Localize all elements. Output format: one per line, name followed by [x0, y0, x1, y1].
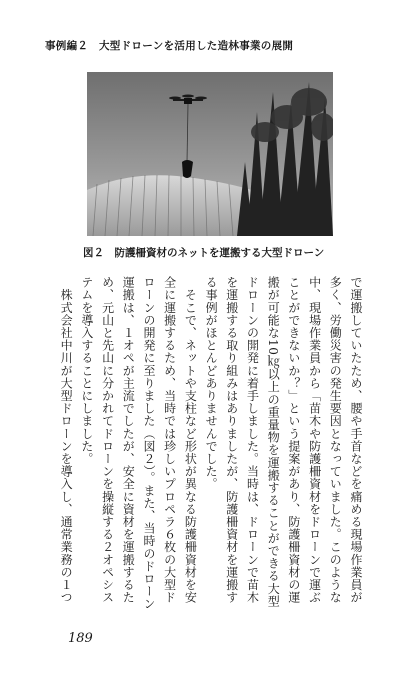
- body-line: ことができないか？」という提案があり、防護柵資材の運: [286, 276, 301, 604]
- figure-caption: 図２ 防護柵資材のネットを運搬する大型ドローン: [83, 247, 325, 259]
- body-line: 多く、労働災害の発生要因となっていました。このような: [328, 276, 343, 604]
- body-text: [46, 276, 366, 621]
- drone-photo: [87, 72, 333, 236]
- body-line: る事例がほとんどありませんでした。: [204, 276, 219, 491]
- body-line: そこで、ネットや支柱など形状が異なる防護柵資材を安: [183, 276, 198, 604]
- running-head: 事例編２ 大型ドローンを活用した造林事業の展開: [45, 40, 294, 52]
- body-line: ローンの開発に至りました（図２）。また、当時のドローン: [141, 276, 156, 611]
- body-line: 全に運搬するため、当時では珍しいプロペラ６枚の大型ド: [162, 276, 177, 604]
- body-line: 運搬は、１オペが主流でしたが、安全に資材を運搬するた: [121, 276, 136, 604]
- body-line: ドローンの開発に着手しました。当時は、ドローンで苗木: [245, 276, 260, 604]
- page-number: 189: [68, 631, 93, 646]
- body-line: を運搬する取り組みはありましたが、防護柵資材を運搬す: [224, 276, 239, 604]
- body-line: め、元山と先山に分かれてドローンを操縦する２オペシス: [100, 276, 115, 604]
- body-line: テムを導入することにしました。: [79, 276, 94, 465]
- body-line: 中、現場作業員から「苗木や防護柵資材をドローンで運ぶ: [307, 276, 322, 604]
- body-line: 株式会社中川が大型ドローンを導入し、通常業務の１つ: [59, 276, 74, 604]
- body-line: で運搬していたため、腰や手首などを痛める現場作業員が: [349, 276, 363, 604]
- body-line: 搬が可能な10㎏以上の重量物を運搬することができる大型: [266, 276, 281, 608]
